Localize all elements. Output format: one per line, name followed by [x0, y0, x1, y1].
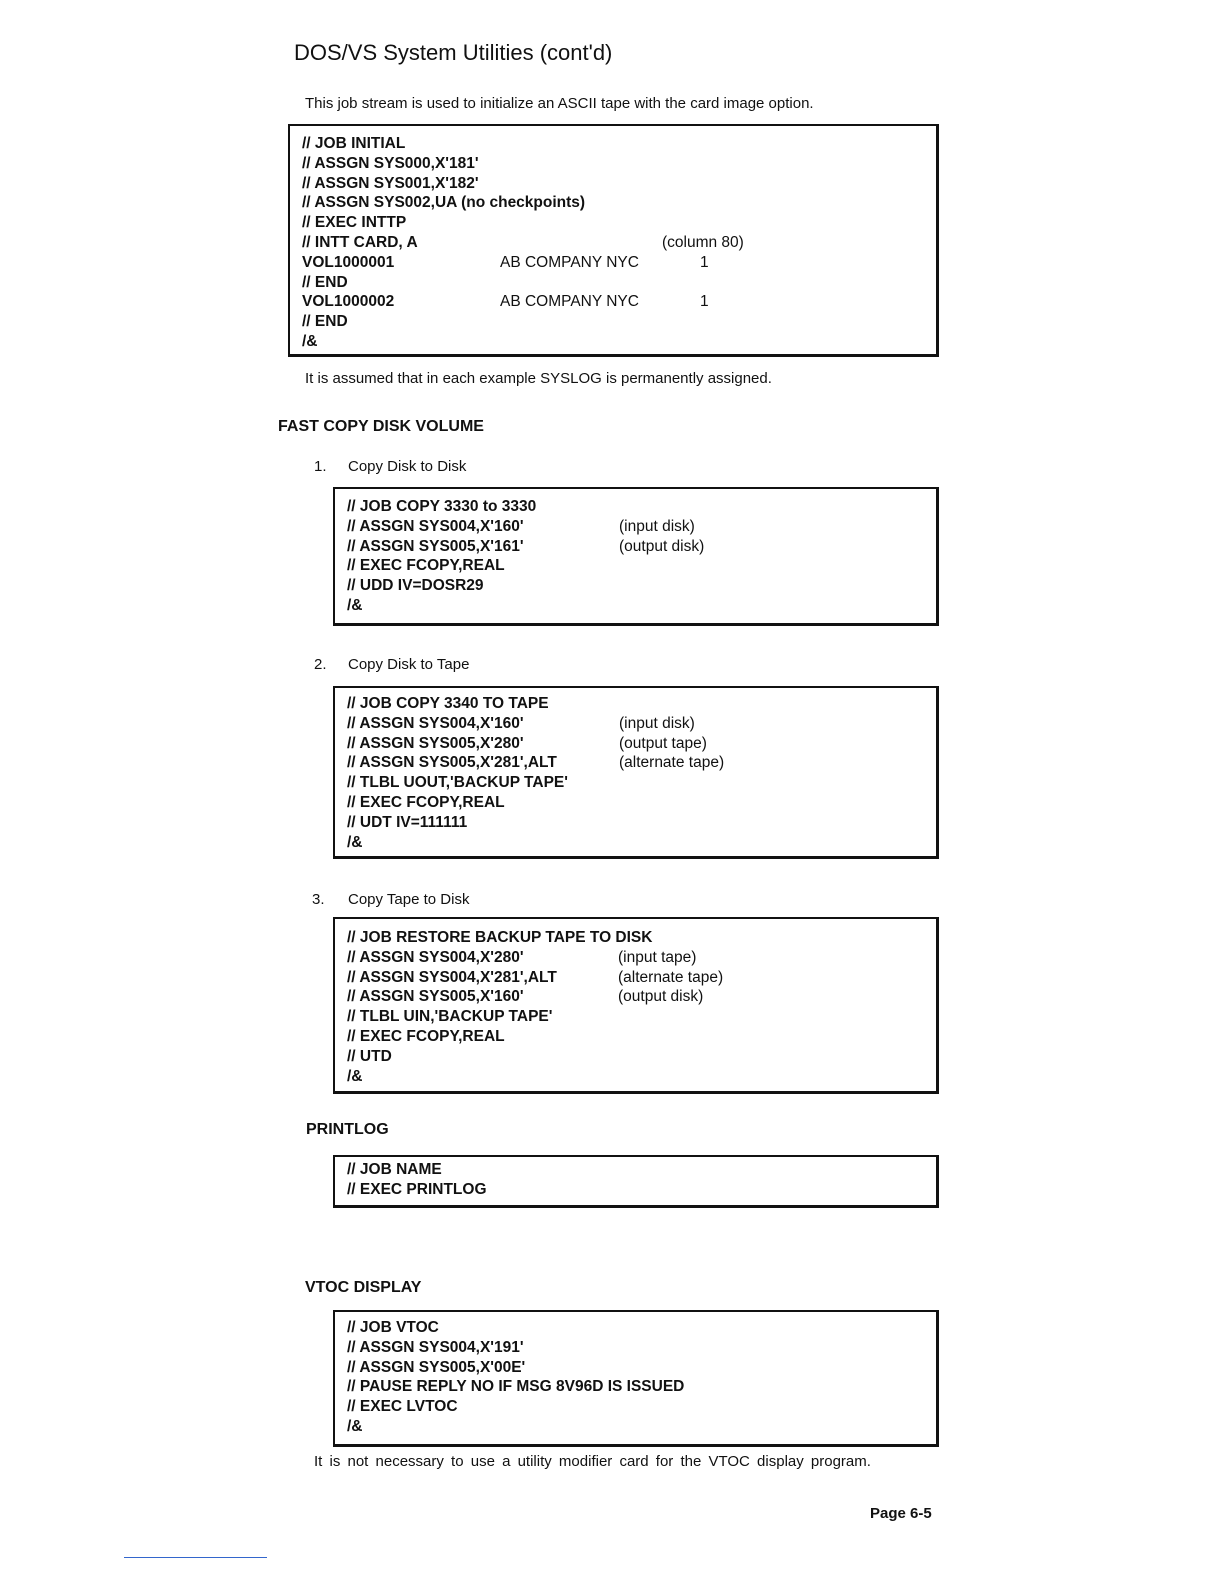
code-comment: AB COMPANY NYC — [500, 293, 639, 311]
code-column-value: (column 80) — [662, 234, 744, 251]
printlog-heading: PRINTLOG — [306, 1121, 389, 1138]
item-1-label: Copy Disk to Disk — [348, 458, 467, 475]
item-2-label: Copy Disk to Tape — [348, 656, 470, 673]
code-comment: (alternate tape) — [619, 754, 725, 772]
code-statement: // JOB COPY 3330 to 3330 — [347, 498, 537, 515]
item-1-number: 1. — [314, 458, 327, 475]
code-line — [347, 517, 695, 537]
code-line — [347, 948, 697, 968]
code-statement: // ASSGN SYS005,X'00E' — [347, 1358, 526, 1376]
fast-copy-heading: FAST COPY DISK VOLUME — [278, 418, 484, 435]
syslog-note: It is assumed that in each example SYSLOG is permanently assigned. — [305, 370, 772, 387]
code-comment: (output disk) — [619, 537, 705, 555]
code-statement: // ASSGN SYS005,X'280' — [347, 734, 524, 752]
vtoc-heading: VTOC DISPLAY — [305, 1279, 422, 1296]
code-statement: // ASSGN SYS002,UA (no checkpoints) — [302, 194, 586, 212]
code-line — [347, 928, 652, 948]
footer-rule — [124, 1557, 267, 1558]
code-statement: // EXEC FCOPY,REAL — [347, 794, 505, 811]
code-line — [347, 596, 363, 616]
code-comment: (output disk) — [618, 988, 704, 1006]
code-statement: /& — [347, 1067, 363, 1085]
code-statement: /& — [347, 1418, 363, 1435]
code-statement: // PAUSE REPLY NO IF MSG 8V96D IS ISSUED — [347, 1378, 685, 1396]
code-statement: // INTT CARD, A — [302, 234, 418, 251]
code-line — [347, 1007, 552, 1027]
code-statement: VOL1000002 — [302, 293, 395, 311]
code-statement: /& — [302, 333, 318, 350]
code-line — [347, 1027, 505, 1047]
code-statement: // JOB NAME — [347, 1161, 442, 1178]
code-line — [347, 773, 568, 793]
code-line — [347, 537, 705, 557]
code-line — [347, 1047, 392, 1067]
code-column-value: 1 — [700, 253, 709, 271]
code-statement: // JOB RESTORE BACKUP TAPE TO DISK — [347, 929, 653, 946]
code-line — [302, 213, 406, 233]
code-line — [347, 833, 363, 853]
code-line — [347, 576, 484, 596]
code-line — [302, 174, 479, 194]
intro-text: This job stream is used to initialize an ASCII tape with the card image option. — [305, 95, 814, 112]
code-statement: // ASSGN SYS004,X'280' — [347, 948, 524, 966]
code-statement: // EXEC INTTP — [302, 214, 407, 232]
item-3-label: Copy Tape to Disk — [348, 891, 470, 908]
item-3-number: 3. — [312, 891, 325, 908]
code-line — [347, 793, 505, 813]
code-statement: // ASSGN SYS005,X'160' — [347, 988, 524, 1006]
job-stream-initialize-ascii-tape — [288, 124, 939, 357]
code-statement: // ASSGN SYS000,X'181' — [302, 154, 479, 172]
code-statement: VOL1000001 — [302, 253, 395, 271]
code-statement: // JOB COPY 3340 TO TAPE — [347, 695, 549, 712]
code-line — [302, 332, 318, 352]
code-comment: (input disk) — [619, 517, 695, 535]
code-statement: // UTD — [347, 1047, 392, 1065]
code-comment: (alternate tape) — [618, 968, 724, 986]
code-line — [347, 1067, 363, 1087]
code-line — [347, 1417, 363, 1437]
code-statement: /& — [347, 597, 363, 614]
code-statement: // END — [302, 313, 348, 331]
item-2-number: 2. — [314, 656, 327, 673]
job-copy-disk-to-disk — [333, 487, 939, 626]
job-printlog — [333, 1155, 939, 1208]
code-comment: (input disk) — [619, 714, 695, 732]
code-line — [347, 694, 549, 714]
code-comment: (output tape) — [619, 734, 707, 752]
code-statement: // TLBL UIN,'BACKUP TAPE' — [347, 1008, 553, 1026]
code-statement: // JOB VTOC — [347, 1319, 439, 1336]
code-line — [302, 154, 479, 174]
code-statement: // TLBL UOUT,'BACKUP TAPE' — [347, 774, 568, 792]
code-line — [347, 987, 704, 1007]
code-statement: // ASSGN SYS004,X'160' — [347, 517, 524, 535]
code-line — [347, 714, 695, 734]
code-line — [302, 292, 709, 312]
code-statement: // ASSGN SYS004,X'191' — [347, 1338, 524, 1356]
code-statement: // END — [302, 273, 348, 291]
code-statement: // ASSGN SYS001,X'182' — [302, 174, 479, 192]
code-statement: // ASSGN SYS005,X'161' — [347, 537, 524, 555]
vtoc-note: It is not necessary to use a utility modifier card for the VTOC display program. — [314, 1453, 871, 1470]
code-line — [347, 556, 505, 576]
code-line — [347, 1358, 525, 1378]
code-line — [302, 193, 585, 213]
code-line — [302, 273, 348, 293]
code-line — [302, 312, 348, 332]
code-comment: AB COMPANY NYC — [500, 253, 639, 271]
code-line — [347, 968, 724, 988]
code-line — [347, 1318, 439, 1338]
code-statement: // UDT IV=111111 — [347, 813, 468, 831]
code-line — [302, 134, 405, 154]
code-line — [347, 1338, 524, 1358]
code-line — [302, 233, 744, 253]
code-statement: // EXEC LVTOC — [347, 1398, 458, 1416]
job-copy-disk-to-tape — [333, 686, 939, 859]
code-line — [347, 1377, 684, 1397]
code-line — [347, 813, 467, 833]
page-title: DOS/VS System Utilities (cont'd) — [294, 40, 613, 65]
code-line — [302, 253, 709, 273]
code-statement: // JOB INITIAL — [302, 135, 406, 152]
code-column-value: 1 — [700, 293, 709, 311]
job-vtoc-display — [333, 1310, 939, 1447]
page-number: Page 6-5 — [870, 1505, 932, 1522]
job-copy-tape-to-disk — [333, 917, 939, 1094]
code-line — [347, 1160, 442, 1180]
code-line — [347, 734, 707, 754]
code-statement: // EXEC FCOPY,REAL — [347, 557, 505, 575]
code-statement: // EXEC PRINTLOG — [347, 1181, 487, 1198]
code-statement: // EXEC FCOPY,REAL — [347, 1028, 505, 1045]
code-statement: // ASSGN SYS004,X'160' — [347, 714, 524, 732]
code-statement: /& — [347, 833, 363, 851]
code-line — [347, 1397, 458, 1417]
code-statement: // UDD IV=DOSR29 — [347, 577, 484, 595]
code-line — [347, 1180, 487, 1200]
code-line — [347, 497, 536, 517]
code-comment: (input tape) — [618, 948, 697, 966]
code-statement: // ASSGN SYS005,X'281',ALT — [347, 754, 557, 772]
code-statement: // ASSGN SYS004,X'281',ALT — [347, 968, 557, 986]
code-line — [347, 753, 725, 773]
